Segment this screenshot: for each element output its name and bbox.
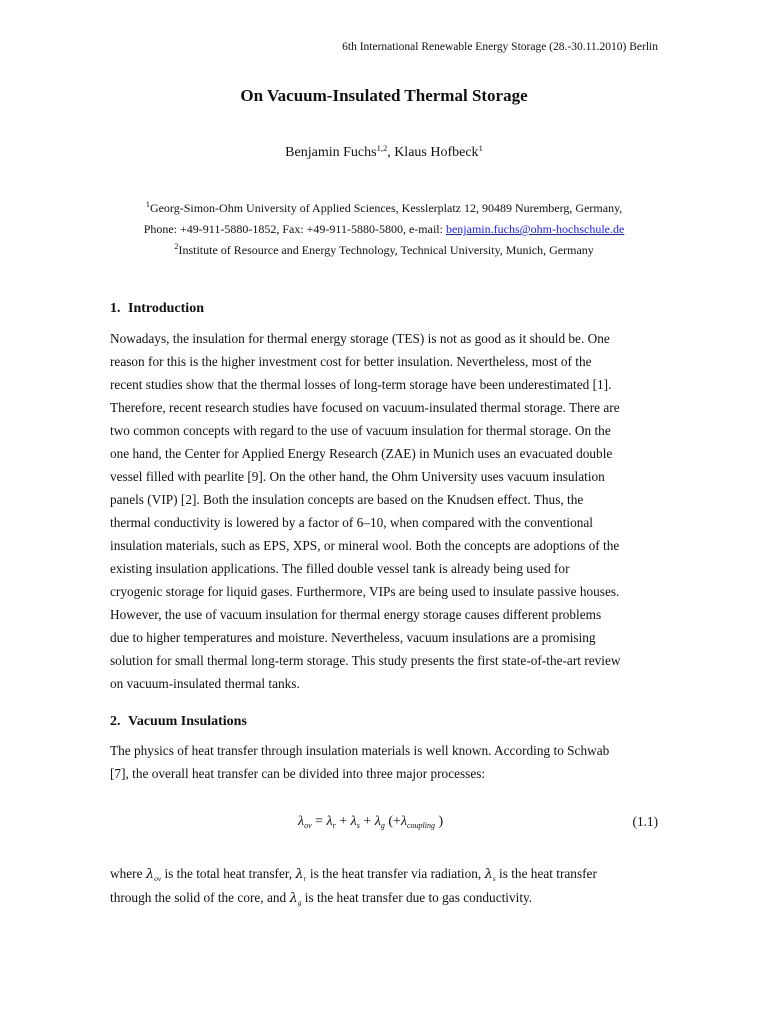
section-title: Vacuum Insulations xyxy=(128,714,247,729)
affiliation-2 xyxy=(0,243,768,258)
contact-line xyxy=(0,222,768,237)
subscript: g xyxy=(297,898,302,907)
subscript: coupling xyxy=(406,821,435,830)
text-line xyxy=(110,862,658,886)
subscript: ov xyxy=(154,874,162,883)
lambda-symbol: λ xyxy=(289,891,298,906)
affiliation-mark: 2 xyxy=(174,241,179,251)
affiliation-1 xyxy=(0,201,768,216)
subscript: r xyxy=(332,821,336,830)
lambda-symbol: λ xyxy=(145,867,155,882)
operator: + xyxy=(335,814,351,829)
lambda-symbol: λ xyxy=(326,814,333,829)
equation-body xyxy=(298,814,443,830)
lambda-symbol: λ xyxy=(298,814,305,829)
contact-text: Phone: +49-911-5880-1852, Fax: +49-911-5880-5800, e-mail: xyxy=(143,222,446,236)
section-body xyxy=(110,327,658,695)
section-number: 1. xyxy=(110,301,121,316)
section-title: Introduction xyxy=(128,301,204,316)
lambda-symbol: λ xyxy=(295,867,304,882)
paper-title: On Vacuum-Insulated Thermal Storage xyxy=(240,86,528,105)
operator: = xyxy=(311,814,327,829)
text-line: one hand, the Center for Applied Energy Research (ZAE) in Munich uses an evacuated double xyxy=(110,446,613,461)
text-fragment: where xyxy=(110,866,146,881)
operator: + xyxy=(359,814,375,829)
lambda-symbol: λ xyxy=(484,867,493,882)
paren-close: ) xyxy=(434,814,444,829)
text-fragment: is the heat transfer xyxy=(495,866,597,881)
text-fragment: is the total heat transfer, xyxy=(161,866,296,881)
subscript: r xyxy=(303,874,307,883)
lambda-symbol: λ xyxy=(374,814,381,829)
text-line: cryogenic storage for liquid gases. Furthermore, VIPs are being used to insulate passive houses. xyxy=(110,584,620,599)
text-line: thermal conductivity is lowered by a factor of 6–10, when compared with the conventional xyxy=(110,515,593,530)
text-line: insulation materials, such as EPS, XPS, or mineral wool. Both the concepts are adoptions of the xyxy=(110,538,620,553)
text-line xyxy=(110,886,658,910)
author-name: Klaus Hofbeck xyxy=(394,145,479,160)
running-head: 6th International Renewable Energy Storage (28.-30.11.2010) Berlin xyxy=(342,41,658,53)
text-line: Nowadays, the insulation for thermal energy storage (TES) is not as good as it should be. One xyxy=(110,331,610,346)
affiliation-text: Georg-Simon-Ohm University of Applied Sciences, Kesslerplatz 12, 90489 Nuremberg, Germany, xyxy=(149,201,623,215)
lambda-symbol: λ xyxy=(400,814,407,829)
text-line: existing insulation applications. The filled double vessel tank is already being used for xyxy=(110,561,570,576)
text-fragment: is the heat transfer due to gas conductivity. xyxy=(301,890,533,905)
text-fragment: is the heat transfer via radiation, xyxy=(306,866,485,881)
text-line: vessel filled with pearlite [9]. On the other hand, the Ohm University uses vacuum insulation xyxy=(110,469,605,484)
subscript: s xyxy=(356,821,360,830)
text-line: solution for small thermal long-term storage. This study presents the first state-of-the-art review xyxy=(110,653,621,668)
subscript: s xyxy=(492,874,496,883)
text-fragment: through the solid of the core, and xyxy=(110,890,290,905)
paren-open: (+ xyxy=(384,814,401,829)
lambda-symbol: λ xyxy=(350,814,357,829)
email-link[interactable]: benjamin.fuchs@ohm-hochschule.de xyxy=(445,222,625,236)
affiliation-text: Institute of Resource and Energy Technology, Technical University, Munich, Germany xyxy=(178,243,594,257)
text-line: [7], the overall heat transfer can be divided into three major processes: xyxy=(110,766,486,781)
text-line: recent studies show that the thermal losses of long-term storage have been underestimated [1]. xyxy=(110,377,612,392)
equation-explanation xyxy=(110,862,658,910)
text-line: Therefore, recent research studies have focused on vacuum-insulated thermal storage. There are xyxy=(110,400,620,415)
affiliation-mark: 1 xyxy=(145,199,150,209)
author-separator: , xyxy=(387,145,395,160)
section-heading xyxy=(110,301,204,317)
text-line: on vacuum-insulated thermal tanks. xyxy=(110,676,300,691)
author-name: Benjamin Fuchs xyxy=(285,145,377,160)
text-line: due to higher temperatures and moisture. Nevertheless, vacuum insulations are a promising xyxy=(110,630,596,645)
equation-number: (1.1) xyxy=(632,814,658,829)
text-line: However, the use of vacuum insulation for thermal energy storage causes different problems xyxy=(110,607,602,622)
text-line: two common concepts with regard to the use of vacuum insulation for thermal storage. On the xyxy=(110,423,611,438)
section-body xyxy=(110,739,658,785)
text-line: reason for this is the higher investment cost for better insulation. Nevertheless, most of the xyxy=(110,354,592,369)
subscript: g xyxy=(380,821,385,830)
equation-1-1 xyxy=(0,814,768,838)
text-line: panels (VIP) [2]. Both the insulation concepts are based on the Knudsen effect. Thus, the xyxy=(110,492,584,507)
section-number: 2. xyxy=(110,714,121,729)
author-affiliation-mark: 1,2 xyxy=(376,143,388,153)
text-line: The physics of heat transfer through insulation materials is well known. According to Schwab xyxy=(110,743,610,758)
author-list xyxy=(0,145,768,161)
section-heading xyxy=(110,714,247,730)
author-affiliation-mark: 1 xyxy=(478,143,483,153)
subscript: ov xyxy=(304,821,312,830)
